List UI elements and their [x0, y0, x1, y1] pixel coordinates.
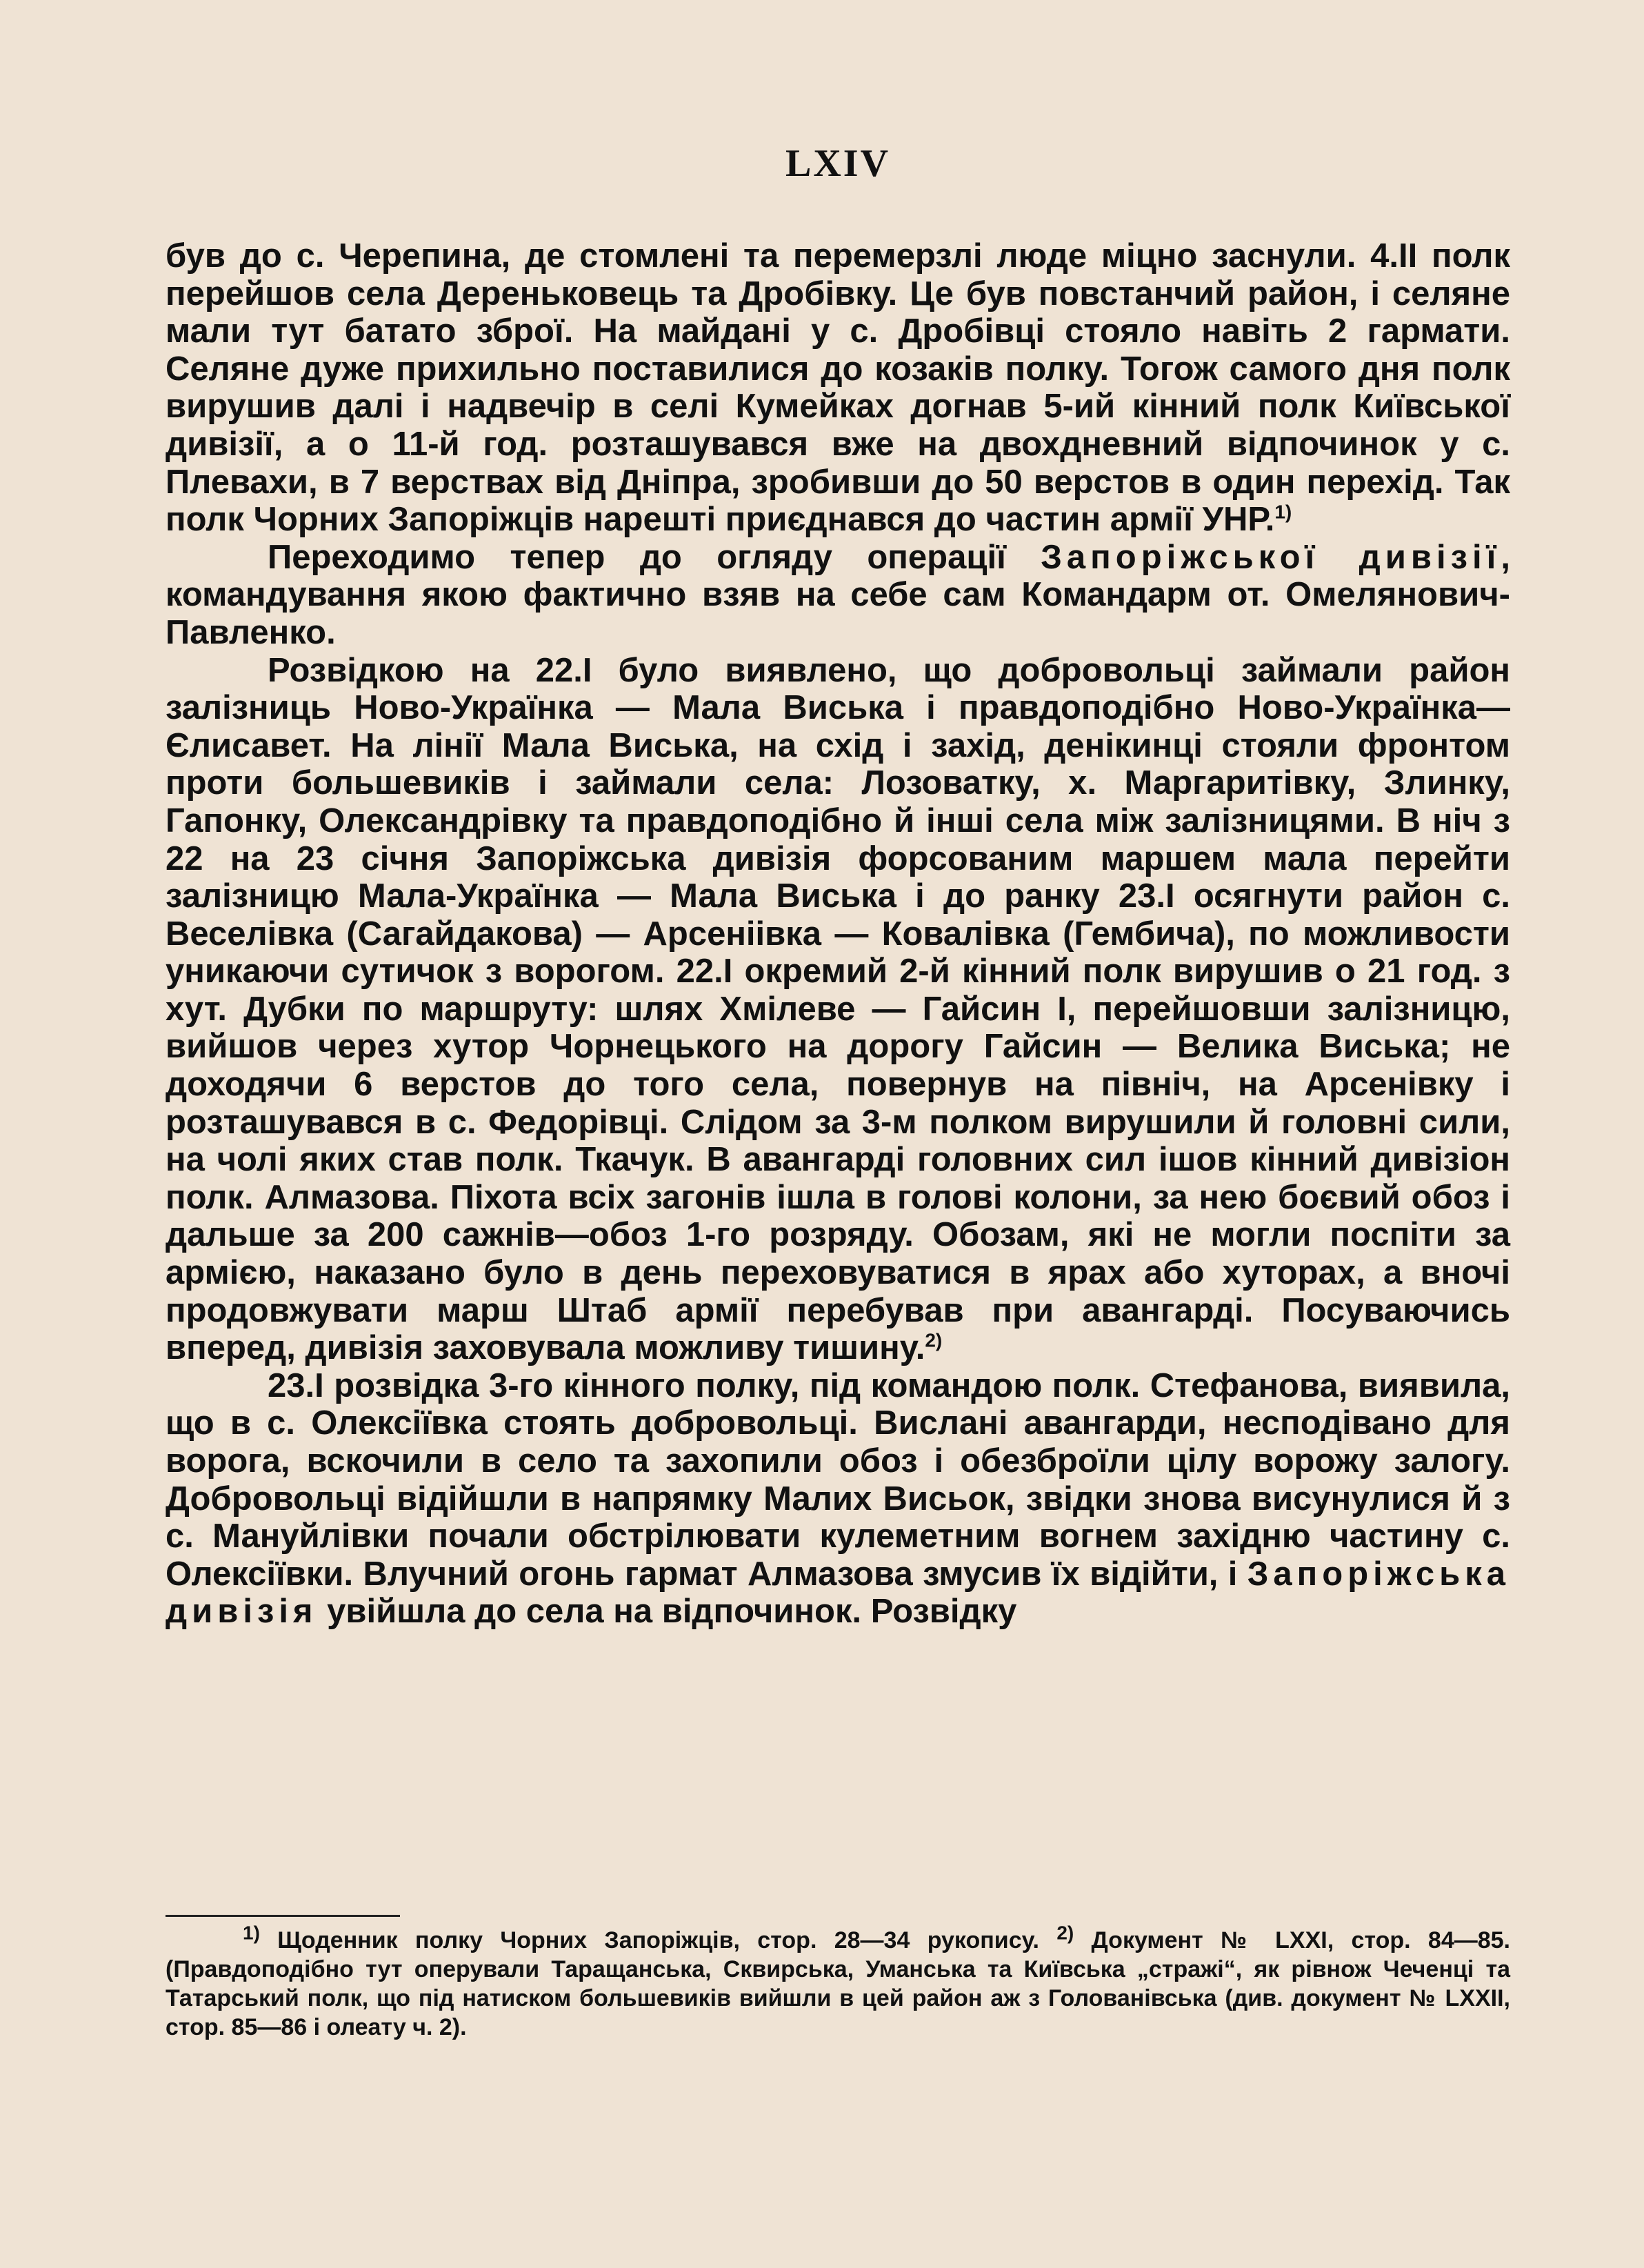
footnote-1-text: Щоденник полку Чорних Запоріжців, стор. 28—34 рукопису. [259, 1927, 1057, 1953]
paragraph-text: увійшла до села на відпочинок. Розвідку [317, 1593, 1017, 1631]
paragraph [166, 237, 1510, 539]
paragraph [166, 652, 1510, 1367]
paragraph-text: Розвідкою на 22.I було виявлено, що добровольці займали район залізниць Ново-Українка — Мала Виська і правдоподібно Ново-Українка—Єлисавет. На лінії Мала Виська, на схід і захід, денікинці стояли фронтом проти большевиків і займали села: Лозоватку, х. Маргаритівку, Злинку, Гапонку, Олександрівку та правдоподібно й інші села між залізницями. В ніч з 22 на 23 січня Запоріжська дивізія форсованим маршем мала перейти залізницю Мала-Українка — Мала Виська і до ранку 23.I осягнути район с. Веселівка (Сагайдакова) — Арсеніівка — Ковалівка (Гембича), по можливости уникаючи сутичок з ворогом. 22.I окремий 2-й кінний полк вирушив о 21 год. з хут. Дубки по маршруту: шлях Хмілеве — Гайсин I, перейшовши залізницю, вийшов через хутор Чорнецького на дорогу Гайсин — Велика Виська; не доходячи 6 верстов до того села, повернув на північ, на Арсенівку і розташувався в с. Федорівці. Слідом за 3-м полком вирушили й головні сили, на чолі яких став полк. Ткачук. В авангарді головних сил ішов кінний дивізіон полк. Алмазова. Піхота всіх загонів ішла в голові колони, за нею боєвий обоз і дальше за 200 сажнів—обоз 1-го розряду. Обозам, які не могли поспіти за армією, наказано було в день переховуватися в ярах або хуторах, а вночі продовжувати марш Штаб армії перебував при авангарді. Посуваючись вперед, дивізія заховувала можливу тишину. [166, 651, 1510, 1367]
document-page [166, 0, 1510, 2268]
footnote-ref-1: 1) [1274, 501, 1292, 523]
footnote-marker-1: 1) [243, 1922, 260, 1944]
body-text [166, 237, 1510, 1631]
footnotes [166, 1922, 1510, 2042]
footnote-marker-2: 2) [1056, 1922, 1074, 1944]
spaced-emphasis: Запоріжської дивізії [1041, 538, 1501, 576]
paragraph-text: , командування якою фактично взяв на себе сам Командарм от. Омелянович-Павленко. [166, 538, 1510, 651]
paragraph [166, 1367, 1510, 1631]
footnote-divider [166, 1915, 400, 1917]
spaced-emphasis: Запоріжська дивізія [166, 1555, 1510, 1631]
footnote-text [166, 1922, 1510, 2042]
footnote-ref-2: 2) [925, 1329, 943, 1351]
paragraph [166, 539, 1510, 652]
paragraph-text: був до с. Черепина, де стомлені та перемерзлі люде міцно заснули. 4.II полк перейшов села Дереньковець та Дробівку. Це був повстанчий район, і селяне мали тут батато зброї. На майдані у с. Дробівці стояло навіть 2 гармати. Селяне дуже прихильно поставилися до козаків полку. Тогож самого дня полк вирушив далі і надвечір в селі Кумейках догнав 5-ий кінний полк Київської дивізії, а о 11-й год. розташувався вже на двохдневний відпочинок у с. Плевахи, в 7 верствах від Дніпра, зробивши до 50 верстов в один перехід. Так полк Чорних Запоріжців нарешті приєднався до частин армії УНР. [166, 237, 1510, 539]
paragraph-text: 23.I розвідка 3-го кінного полку, під командою полк. Стефанова, виявила, що в с. Олексіївка стоять добровольці. Вислані авангарди, несподівано для ворога, вскочили в село та захопили обоз і обезброїли цілу ворожу залогу. Добровольці відійшли в напрямку Малих Висьок, звідки знова висунулися й з с. Мануйлівки почали обстрілювати кулеметним вогнем західню частину с. Олексіївки. Влучний огонь гармат Алмазова змусив їх відійти, і [166, 1366, 1510, 1593]
paragraph-text: Переходимо тепер до огляду операції [268, 538, 1041, 576]
page-number: LXIV [785, 142, 891, 185]
footnote-2-text: Документ № LXXI, стор. 84—85. (Правдоподібно тут оперували Таращанська, Сквирська, Уманська та Київська „стражі“, як рівнож Чеченці та Татарський полк, що під натиском большевиків вийшли в цей район аж з Голованівська (див. документ № LXXII, стор. 85—86 і олеату ч. 2). [166, 1927, 1510, 2040]
